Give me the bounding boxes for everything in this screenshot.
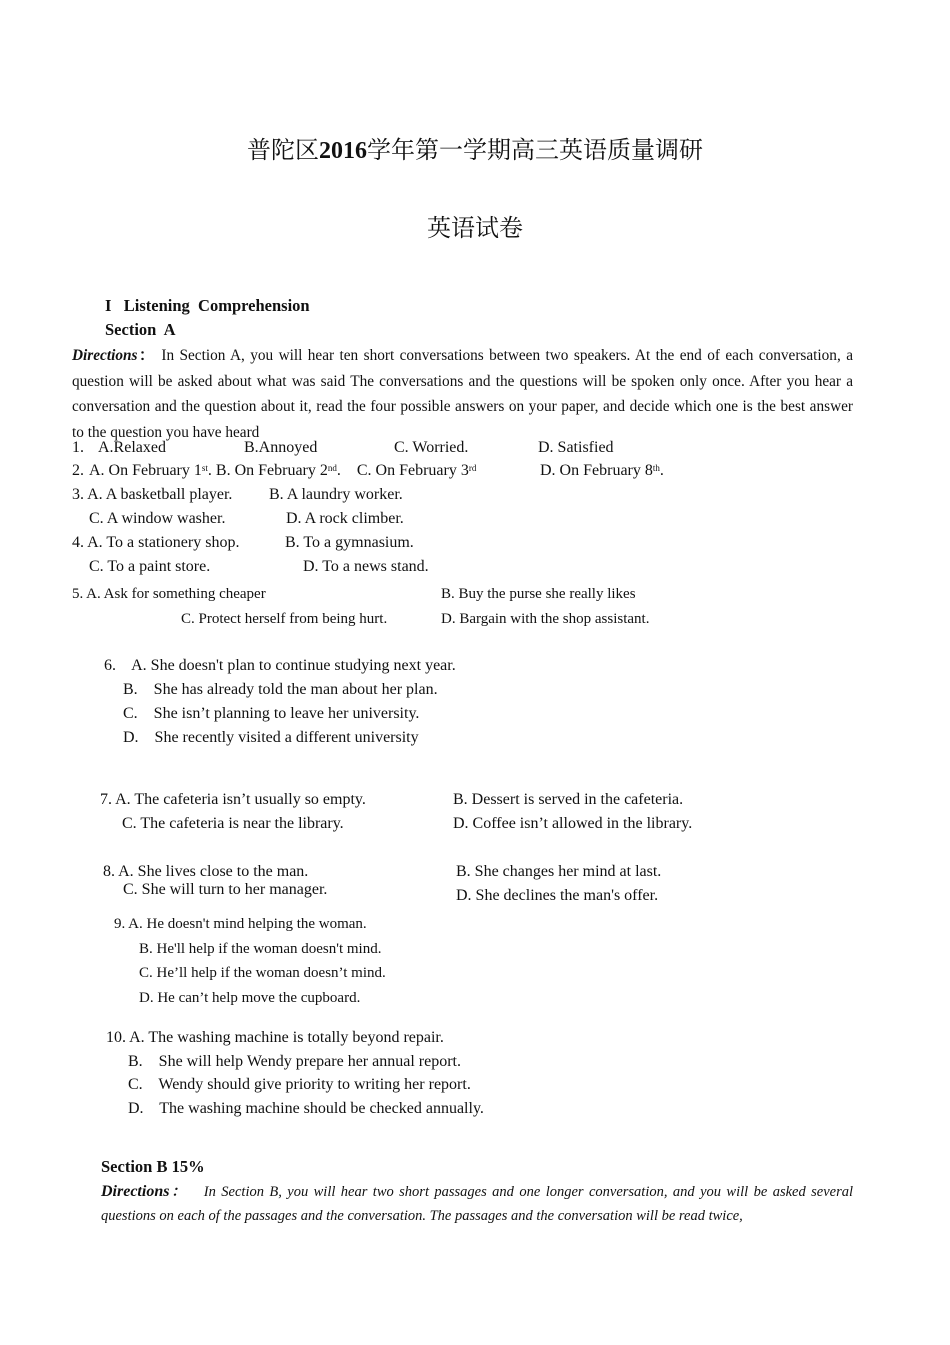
q10-option-d: D. The washing machine should be checked annually. — [128, 1100, 484, 1117]
part-heading: I Listening Comprehension — [105, 296, 310, 315]
q8-option-c: C. She will turn to her manager. — [123, 881, 328, 898]
section-a-heading: Section A — [105, 320, 176, 339]
exam-subtitle: 英语试卷 — [427, 216, 523, 242]
q2-options — [89, 459, 476, 483]
section-b-directions-text: In Section B, you will hear two short passages and one longer conversation, and you will be asked several questions on each of the passages and the conversation. The passages and the conversation will be read twice, — [101, 1184, 854, 1224]
directions-colon: ： — [137, 347, 156, 364]
q2-end: . — [659, 462, 664, 479]
q2-c-sup: rd — [468, 463, 477, 473]
q4-option-a: 4. A. To a stationery shop. — [72, 534, 240, 551]
q2-option-d: D. On February 8 — [540, 462, 653, 479]
q6-option-b: B. She has already told the man about her plan. — [123, 681, 438, 698]
directions-label: Directions — [72, 347, 138, 364]
q1-option-d: D. Satisfied — [538, 439, 614, 456]
q10-option-a: 10. A. The washing machine is totally beyond repair. — [106, 1029, 444, 1046]
q2-option-b: . B. On February 2 — [207, 462, 328, 479]
q1-option-a: A.Relaxed — [98, 439, 166, 456]
q3-option-c: C. A window washer. — [89, 510, 226, 527]
q9-option-a: 9. A. He doesn't mind helping the woman. — [114, 916, 367, 932]
q5-option-d: D. Bargain with the shop assistant. — [441, 611, 650, 627]
q2-b-sup: nd — [327, 463, 337, 473]
title-prefix: 普陀区 — [247, 138, 319, 164]
q3-option-d: D. A rock climber. — [286, 510, 404, 527]
section-a-directions — [72, 343, 853, 445]
q9-option-c: C. He’ll help if the woman doesn’t mind. — [139, 965, 386, 981]
q5-option-a: 5. A. Ask for something cheaper — [72, 586, 266, 602]
q4-option-b: B. To a gymnasium. — [285, 534, 414, 551]
q2-option-c: . C. On February 3 — [336, 462, 469, 479]
q10-option-c: C. Wendy should give priority to writing her report. — [128, 1076, 471, 1093]
q8-option-b: B. She changes her mind at last. — [456, 863, 662, 880]
q7-option-c: C. The cafeteria is near the library. — [122, 815, 344, 832]
q6-option-d: D. She recently visited a different university — [123, 729, 419, 746]
q2-number: 2. — [72, 462, 84, 479]
q6-option-c: C. She isn’t planning to leave her university. — [123, 705, 420, 722]
q7-option-a: 7. A. The cafeteria isn’t usually so empty. — [100, 791, 366, 808]
q1-option-c: C. Worried. — [394, 439, 469, 456]
q1-option-b: B.Annoyed — [244, 439, 318, 456]
q3-option-b: B. A laundry worker. — [269, 486, 403, 503]
title-suffix: 学年第一学期高三英语质量调研 — [367, 138, 703, 164]
q7-option-d: D. Coffee isn’t allowed in the library. — [453, 815, 693, 832]
q1-number: 1. — [72, 439, 84, 456]
section-b-directions-label: Directions — [101, 1183, 170, 1200]
section-b-heading: Section B 15% — [101, 1157, 205, 1176]
q5-option-b: B. Buy the purse she really likes — [441, 586, 636, 602]
q10-option-b: B. She will help Wendy prepare her annual report. — [128, 1053, 461, 1070]
q4-option-c: C. To a paint store. — [89, 558, 211, 575]
exam-title — [0, 130, 950, 165]
section-b-directions — [101, 1180, 853, 1228]
q2-option-a: A. On February 1 — [89, 462, 202, 479]
q2-a-sup: st — [201, 463, 208, 473]
q4-option-d: D. To a news stand. — [303, 558, 429, 575]
q3-option-a: 3. A. A basketball player. — [72, 486, 233, 503]
q8-option-d: D. She declines the man's offer. — [456, 887, 659, 904]
q9-option-b: B. He'll help if the woman doesn't mind. — [139, 941, 382, 957]
directions-text: In Section A, you will hear ten short conversations between two speakers. At the end of each conversation, a question will be asked about what was said The conversations and the questions will be spoken only once. After you hear a conversation and the question about it, read the four possible answers on your paper, and decide which one is the best answer to the question you have heard — [72, 347, 853, 441]
q8-option-a: 8. A. She lives close to the man. — [103, 863, 309, 880]
q7-option-b: B. Dessert is served in the cafeteria. — [453, 791, 684, 808]
q9-option-d: D. He can’t help move the cupboard. — [139, 990, 361, 1006]
section-b-directions-colon: ： — [169, 1184, 188, 1200]
q2-option-d-wrap — [540, 459, 664, 483]
q6-option-a: 6. A. She doesn't plan to continue studying next year. — [104, 657, 456, 674]
q2-d-sup: th — [652, 463, 660, 473]
q5-option-c: C. Protect herself from being hurt. — [181, 611, 388, 627]
title-year: 2016 — [319, 138, 367, 164]
